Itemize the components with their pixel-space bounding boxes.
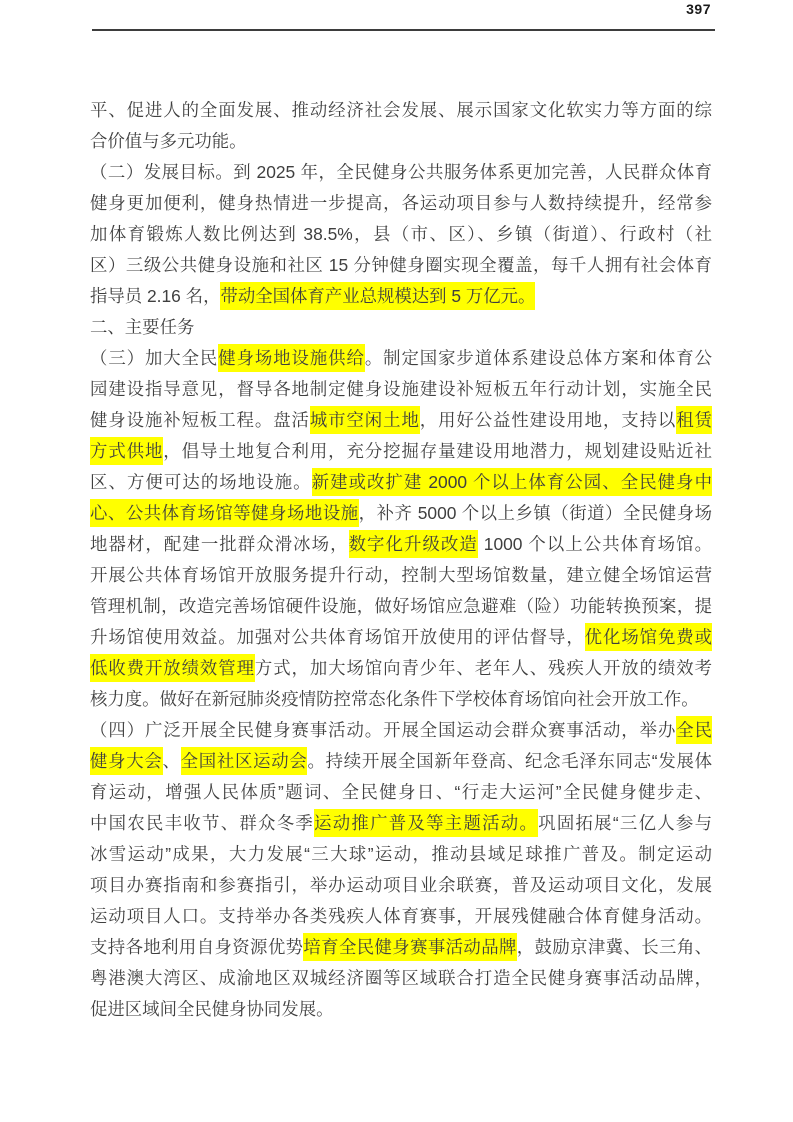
- highlighted-text: 心、公共体育场馆等健身场地设施: [90, 499, 359, 527]
- text-segment: 。制定国家步道体系建设总体方案和体育公: [364, 348, 712, 368]
- text-segment: 地器材，配建一批群众滑冰场，: [90, 534, 349, 554]
- text-line: [90, 839, 712, 870]
- text-segment: 健身设施补短板工程。盘活: [90, 410, 310, 430]
- text-line: [90, 560, 712, 591]
- text-segment: （三）加大全民: [90, 348, 219, 368]
- text-segment: ，用好公益性建设用地，支持以: [419, 410, 677, 430]
- highlighted-text: 运动推广普及等主题活动。: [314, 809, 538, 837]
- text-segment: 冰雪运动”成果，大力发展“三大球”运动，推动县域足球推广普及。制定运动: [90, 844, 712, 864]
- paragraph: [90, 343, 712, 715]
- highlighted-text: 健身大会: [90, 747, 163, 775]
- text-line: [90, 591, 712, 622]
- text-segment: 、: [162, 751, 181, 771]
- text-line: [90, 95, 712, 126]
- text-line: [90, 529, 712, 560]
- text-line: [90, 405, 712, 436]
- text-segment: 巩固拓展“三亿人参与: [538, 813, 712, 833]
- text-segment: 中国农民丰收节、群众冬季: [90, 813, 315, 833]
- text-segment: （四）广泛开展全民健身赛事活动。开展全国运动会群众赛事活动，举办: [90, 720, 677, 740]
- paragraph: [90, 312, 712, 343]
- text-line: [90, 994, 712, 1025]
- text-segment: 核力度。做好在新冠肺炎疫情防控常态化条件下学校体育场馆向社会开放工作。: [90, 689, 699, 709]
- text-line: [90, 746, 712, 777]
- text-segment: 。持续开展全国新年登高、纪念毛泽东同志“发展体: [307, 751, 712, 771]
- text-segment: 区、方便可达的场地设施。: [90, 472, 312, 492]
- text-segment: 促进区域间全民健身协同发展。: [90, 999, 334, 1019]
- text-line: [90, 374, 712, 405]
- text-segment: ，倡导土地复合利用，充分挖掘存量建设用地潜力，规划建设贴近社: [163, 441, 712, 461]
- text-line: [90, 622, 712, 653]
- text-line: [90, 157, 712, 188]
- highlighted-text: 健身场地设施供给: [218, 344, 365, 372]
- text-line: [90, 932, 712, 963]
- text-line: [90, 498, 712, 529]
- text-line: [90, 963, 712, 994]
- text-segment: 1000 个以上公共体育场馆。: [477, 534, 712, 554]
- text-segment: 支持各地利用自身资源优势: [90, 937, 304, 957]
- paragraph: [90, 715, 712, 1025]
- text-line: [90, 436, 712, 467]
- text-segment: 育运动，增强人民体质”题词、全民健身日、“行走大运河”全民健身健步走、: [90, 782, 712, 802]
- text-line: [90, 653, 712, 684]
- text-segment: 合价值与多元功能。: [90, 131, 247, 151]
- text-segment: 粤港澳大湾区、成渝地区双城经济圈等区域联合打造全民健身赛事活动品牌，: [90, 968, 712, 988]
- highlighted-text: 培育全民健身赛事活动品牌: [303, 933, 516, 961]
- paragraph: [90, 157, 712, 312]
- text-line: [90, 684, 712, 715]
- text-segment: 加体育锻炼人数比例达到 38.5%，县（市、区）、乡镇（街道）、行政村（社: [90, 224, 712, 244]
- highlighted-text: 低收费开放绩效管理: [90, 654, 255, 682]
- highlighted-text: 城市空闲土地: [310, 406, 420, 434]
- text-segment: 运动项目人口。支持举办各类残疾人体育赛事，开展残健融合体育健身活动。: [90, 906, 712, 926]
- text-segment: 二、主要任务: [90, 317, 195, 337]
- document-body: [90, 95, 712, 1025]
- text-segment: 区）三级公共健身设施和社区 15 分钟健身圈实现全覆盖，每千人拥有社会体育: [90, 255, 712, 275]
- text-segment: 开展公共体育场馆开放服务提升行动，控制大型场馆数量，建立健全场馆运营: [90, 565, 712, 585]
- paragraph: [90, 95, 712, 157]
- text-line: [90, 715, 712, 746]
- highlighted-text: 数字化升级改造: [349, 530, 478, 558]
- header-rule: [92, 29, 715, 31]
- page-number: 397: [686, 1, 711, 17]
- highlighted-text: 租赁: [676, 406, 712, 434]
- text-segment: ，鼓励京津冀、长三角、: [516, 937, 712, 957]
- text-line: [90, 281, 712, 312]
- text-line: [90, 188, 712, 219]
- text-segment: ，补齐 5000 个以上乡镇（街道）全民健身场: [358, 503, 712, 523]
- text-line: [90, 250, 712, 281]
- text-segment: 健身更加便利，健身热情进一步提高，各运动项目参与人数持续提升，经常参: [90, 193, 712, 213]
- text-segment: 管理机制，改造完善场馆硬件设施，做好场馆应急避难（险）功能转换预案，提: [90, 596, 712, 616]
- text-line: [90, 126, 712, 157]
- text-segment: （二）发展目标。到 2025 年，全民健身公共服务体系更加完善，人民群众体育: [90, 162, 712, 182]
- highlighted-text: 全国社区运动会: [181, 747, 308, 775]
- highlighted-text: 带动全国体育产业总规模达到 5 万亿元。: [220, 282, 535, 310]
- highlighted-text: 全民: [676, 716, 712, 744]
- highlighted-text: 优化场馆免费或: [585, 623, 712, 651]
- text-segment: 升场馆使用效益。加强对公共体育场馆开放使用的评估督导，: [90, 627, 585, 647]
- text-segment: 方式，加大场馆向青少年、老年人、残疾人开放的绩效考: [254, 658, 712, 678]
- highlighted-text: 新建或改扩建 2000 个以上体育公园、全民健身中: [312, 468, 712, 496]
- text-line: [90, 870, 712, 901]
- text-line: [90, 901, 712, 932]
- text-line: [90, 219, 712, 250]
- text-line: [90, 343, 712, 374]
- text-segment: 指导员 2.16 名，: [90, 286, 221, 306]
- text-segment: 园建设指导意见，督导各地制定健身设施建设补短板五年行动计划，实施全民: [90, 379, 712, 399]
- highlighted-text: 方式供地: [90, 437, 163, 465]
- text-line: [90, 467, 712, 498]
- text-line: [90, 312, 712, 343]
- text-line: [90, 777, 712, 808]
- text-line: [90, 808, 712, 839]
- text-segment: 平、促进人的全面发展、推动经济社会发展、展示国家文化软实力等方面的综: [90, 100, 712, 120]
- text-segment: 项目办赛指南和参赛指引，举办运动项目业余联赛，普及运动项目文化，发展: [90, 875, 712, 895]
